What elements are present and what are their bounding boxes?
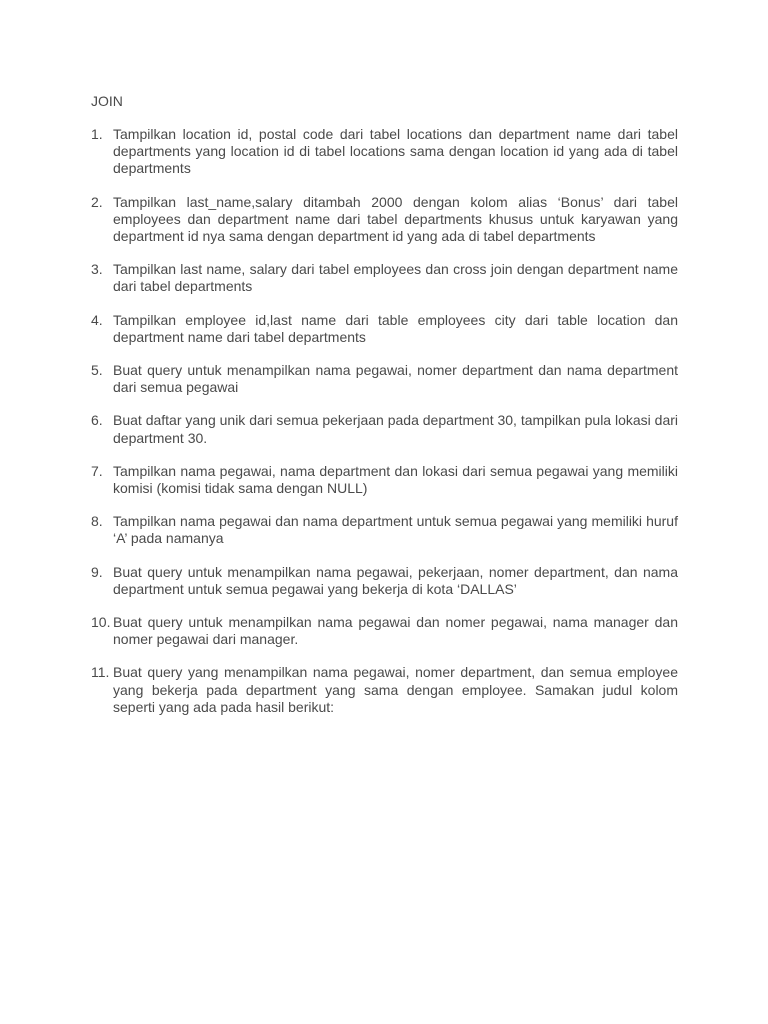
item-number: 9. (91, 563, 103, 580)
item-number: 10. (91, 614, 111, 631)
item-text: Tampilkan nama pegawai, nama department dan lokasi dari semua pegawai yang memiliki komisi (komisi tidak sama dengan NULL) (113, 462, 678, 497)
item-text: Tampilkan employee id,last name dari table employees city dari table location dan department name dari tabel departments (113, 311, 678, 345)
item-text: Tampilkan last_name,salary ditambah 2000 dengan kolom alias ‘Bonus’ dari tabel employees dan department name dari tabel departments khusus untuk karyawan yang department id nya sama dengan department id yang ada di tabel departments (113, 193, 678, 245)
item-text: Buat query yang menampilkan nama pegawai, nomer department, dan semua employee yang bekerja pada department yang sama dengan employee. Samakan judul kolom seperti yang ada pada hasil berikut: (113, 664, 678, 715)
item-text: Buat query untuk menampilkan nama pegawai, pekerjaan, nomer department, dan nama department untuk semua pegawai yang bekerja di kota ‘DALLAS’ (113, 563, 678, 597)
list-item (91, 513, 678, 547)
item-number: 3. (91, 261, 103, 278)
item-text: Buat daftar yang unik dari semua pekerjaan pada department 30, tampilkan pula lokasi dari department 30. (113, 412, 679, 446)
task-list (91, 126, 678, 732)
item-text: Tampilkan nama pegawai dan nama department untuk semua pegawai yang memiliki huruf ‘A’ pada namanya (113, 513, 678, 547)
item-number: 5. (91, 362, 103, 379)
item-text: Tampilkan last name, salary dari tabel employees dan cross join dengan department name dari tabel departments (113, 261, 678, 295)
list-item (91, 412, 678, 446)
list-item (91, 564, 678, 598)
item-text: Tampilkan location id, postal code dari tabel locations dan department name dari tabel departments yang location id di tabel locations sama dengan location id yang ada di tabel departments (113, 126, 678, 177)
list-item (91, 614, 678, 648)
item-number: 2. (91, 193, 103, 210)
item-number: 4. (91, 311, 103, 328)
item-text: Buat query untuk menampilkan nama pegawai, nomer department dan nama department dari semua pegawai (113, 362, 678, 396)
item-number: 11. (91, 664, 110, 681)
item-number: 8. (91, 513, 103, 530)
item-text: Buat query untuk menampilkan nama pegawai dan nomer pegawai, nama manager dan nomer pegawai dari manager. (113, 614, 678, 648)
list-item (91, 664, 678, 716)
list-item (91, 362, 678, 396)
item-number: 7. (91, 462, 103, 479)
list-item (91, 194, 678, 246)
list-item (91, 261, 678, 295)
document-title: JOIN (91, 93, 123, 109)
list-item (91, 312, 678, 346)
item-number: 6. (91, 412, 103, 429)
item-number: 1. (91, 126, 103, 142)
list-item (91, 463, 678, 497)
list-item (91, 126, 678, 178)
